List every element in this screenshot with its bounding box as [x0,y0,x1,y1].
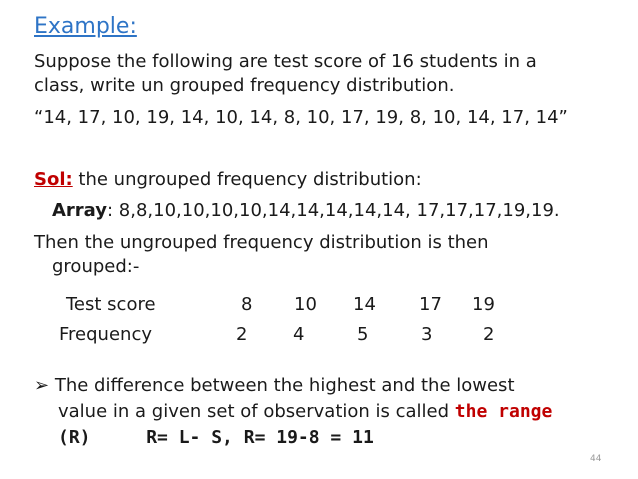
range-line-1 [34,374,515,398]
table-cell: 4 [293,324,305,345]
range-formula-line [58,426,374,450]
range-line-2-text: value in a given set of observation is called [58,401,450,422]
slide-title: Example: [34,14,137,39]
array-values: : 8,8,10,10,10,10,14,14,14,14,14, 17,17,17,19,19. [107,200,560,221]
then-line-2: grouped:- [52,256,140,277]
table-cell: 10 [294,294,317,315]
table-cell: 17 [419,294,442,315]
range-r-label: (R) [58,427,91,448]
row-label-test-score: Test score [66,294,156,315]
table-cell: 2 [236,324,248,345]
range-term: the range [454,401,553,422]
page-number: 44 [590,454,602,464]
array-line [52,199,560,223]
array-label: Array [52,200,108,221]
intro-line-1: Suppose the following are test score of 16 students in a [34,51,537,72]
range-line-1-text: The difference between the highest and the lowest [54,375,515,396]
range-line-2 [58,400,552,424]
solution-line [34,168,422,192]
arrow-bullet-icon: ➢ [34,375,50,396]
intro-line-2: class, write un grouped frequency distribution. [34,75,455,96]
sol-text: the ungrouped frequency distribution: [72,169,422,190]
row-label-frequency: Frequency [59,324,152,345]
table-cell: 14 [353,294,376,315]
table-cell: 2 [483,324,495,345]
sol-label: Sol: [34,169,73,190]
range-formula: R= L- S, R= 19-8 = 11 [146,427,374,448]
table-cell: 19 [472,294,495,315]
scores-data-line: “14, 17, 10, 19, 14, 10, 14, 8, 10, 17, 19, 8, 10, 14, 17, 14” [34,107,568,128]
table-cell: 3 [421,324,433,345]
table-cell: 8 [241,294,253,315]
then-line-1: Then the ungrouped frequency distribution is then [34,232,489,253]
table-cell: 5 [357,324,369,345]
